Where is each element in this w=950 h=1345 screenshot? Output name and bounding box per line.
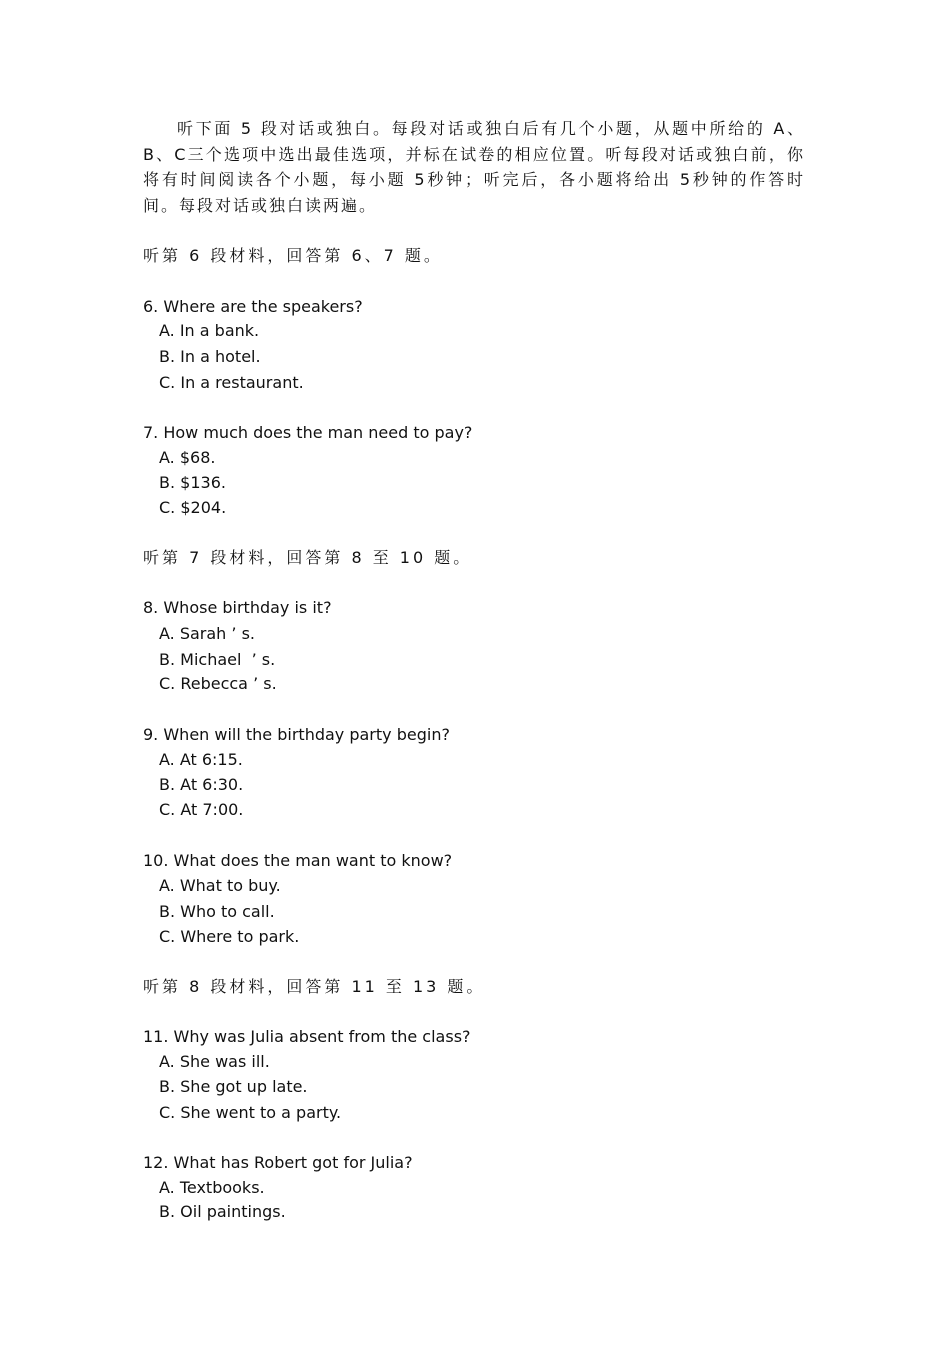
- answer-option: B. $136.: [159, 473, 226, 492]
- instructions-paragraph: 听下面 5 段对话或独白。每段对话或独白后有几个小题，从题中所给的 A、B、C三个选项中选出最佳选项，并标在试卷的相应位置。听每段对话或独白前，你将有时间阅读各个小题，每小题 5秒钟；听完后，各小题将给出 5秒钟的作答时间。每段对话或独白读两遍。: [143, 119, 805, 215]
- answer-option: B. At 6:30.: [159, 775, 244, 794]
- answer-option: C. In a restaurant.: [159, 373, 304, 392]
- answer-option: C. She went to a party.: [159, 1103, 342, 1122]
- answer-option: A. In a bank.: [159, 321, 260, 340]
- section-heading: 听第 8 段材料，回答第 11 至 13 题。: [143, 977, 486, 996]
- answer-option: A. Sarah ’ s.: [159, 624, 255, 643]
- answer-option: A. What to buy.: [159, 876, 281, 895]
- answer-option: B. In a hotel.: [159, 347, 261, 366]
- question-stem: 8. Whose birthday is it?: [143, 598, 332, 617]
- question-stem: 6. Where are the speakers?: [143, 297, 363, 316]
- answer-option: C. Rebecca ’ s.: [159, 674, 277, 693]
- section-heading: 听第 6 段材料，回答第 6、7 题。: [143, 246, 443, 265]
- answer-option: A. She was ill.: [159, 1052, 270, 1071]
- question-stem: 9. When will the birthday party begin?: [143, 725, 450, 744]
- answer-option: B. She got up late.: [159, 1077, 308, 1096]
- question-stem: 10. What does the man want to know?: [143, 851, 453, 870]
- answer-option: A. $68.: [159, 448, 216, 467]
- answer-option: C. Where to park.: [159, 927, 300, 946]
- answer-option: B. Michael ’ s.: [159, 650, 276, 669]
- answer-option: B. Oil paintings.: [159, 1202, 286, 1221]
- section-heading: 听第 7 段材料，回答第 8 至 10 题。: [143, 548, 473, 567]
- question-stem: 12. What has Robert got for Julia?: [143, 1153, 413, 1172]
- question-stem: 11. Why was Julia absent from the class?: [143, 1027, 471, 1046]
- answer-option: A. At 6:15.: [159, 750, 243, 769]
- question-stem: 7. How much does the man need to pay?: [143, 423, 473, 442]
- answer-option: A. Textbooks.: [159, 1178, 265, 1197]
- answer-option: C. At 7:00.: [159, 800, 244, 819]
- answer-option: C. $204.: [159, 498, 227, 517]
- answer-option: B. Who to call.: [159, 902, 275, 921]
